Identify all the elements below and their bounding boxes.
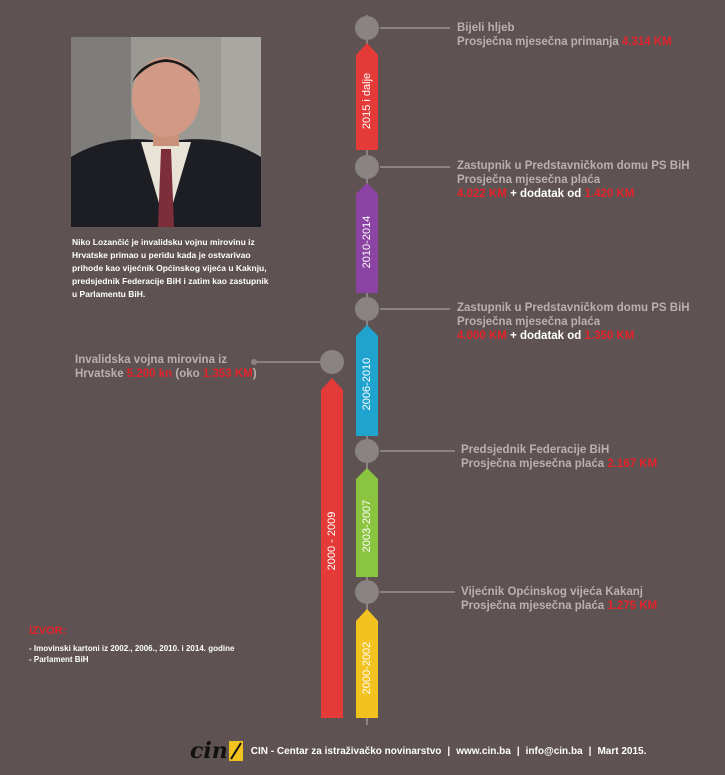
period-label-2010-2014: 2010-2014 [361,215,373,269]
footer [190,738,646,764]
period-label-2015: 2015 i dalje [361,72,373,130]
bio-text: Niko Lozančić je invalidsku vojnu mirovinu iz Hrvatske primao u peridu kada je ostvarivao prihode kao vijećnik Općinskog vijeća u Kaknju, predsjednik Federacije BiH i zatim kao zastupnik u Parlamentu BiH. [72,237,269,299]
footer-divider: | [447,745,451,757]
entry-2015: Bijeli hljeb Prosječna mjesečna primanja 4.314 KM [457,22,672,48]
footer-divider: | [588,745,592,757]
cin-logo: cin [190,740,243,762]
source-item: - Imovinski kartoni iz 2002., 2006., 2010. i 2014. godine [29,644,235,653]
footer-website-link[interactable]: www.cin.ba [456,745,511,757]
entry-2003-2007: Predsjednik Federacije BiH Prosječna mjesečna plaća 2.167 KM [461,444,658,470]
period-label-2006-2010: 2006-2010 [361,357,373,411]
sources-title: IZVOR: [29,625,67,637]
footer-date: Mart 2015. [597,745,647,757]
entry-2006-2010: Zastupnik u Predstavničkom domu PS BiH Prosječna mjesečna plaća 4.000 KM + dodatak od 1.350 KM [457,302,690,342]
footer-divider: | [516,745,520,757]
entry-pension: Invalidska vojna mirovina iz Hrvatske 5.200 kn (oko 1.353 KM) [75,354,257,380]
source-item: - Parlament BiH [29,655,89,664]
period-label-2003-2007: 2003-2007 [361,499,373,553]
entry-2010-2014: Zastupnik u Predstavničkom domu PS BiH Prosječna mjesečna plaća 4.022 KM + dodatak od 1.420 KM [457,160,690,200]
period-label-2000-2009: 2000 - 2009 [326,511,338,571]
period-label-2000-2002: 2000-2002 [361,641,373,695]
footer-email-link[interactable]: info@cin.ba [525,745,583,757]
entry-2000-2002: Vijećnik Općinskog vijeća Kakanj Prosječna mjesečna plaća 1.275 KM [461,586,658,612]
footer-org: CIN - Centar za istraživačko novinarstvo [250,745,442,757]
